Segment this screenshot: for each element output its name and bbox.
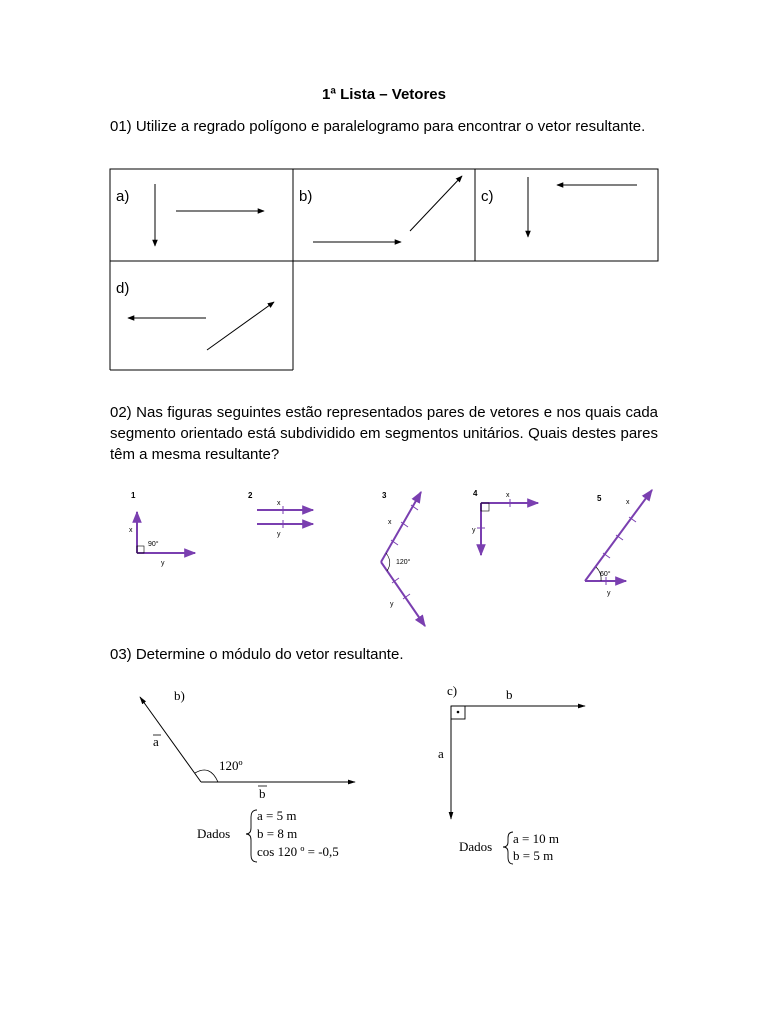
question-1-text: 01) Utilize a regrado polígono e paralelogramo para encontrar o vetor resultante.	[110, 118, 646, 135]
figure-3b-vector-a: a	[153, 734, 159, 749]
figure-4-x: x	[506, 492, 510, 499]
figure-5-x: x	[626, 499, 630, 506]
figure-3b	[140, 688, 355, 862]
figure-4-number: 4	[473, 489, 478, 498]
dados-b-line-2: b = 8 m	[257, 826, 298, 841]
figure-1-x: x	[129, 527, 133, 534]
figure-3b-label: b)	[174, 688, 185, 703]
figure-3b-vector-b: b	[259, 786, 266, 801]
figure-1-number: 1	[131, 491, 136, 500]
figure-3c-vector-a: a	[438, 746, 444, 761]
figure-3b-angle: 120º	[219, 758, 243, 773]
figure-4-y: y	[472, 527, 476, 534]
cell-d-label: d)	[116, 280, 130, 297]
figure-3c-label: c)	[447, 683, 458, 698]
dados-b-line-1: a = 5 m	[257, 808, 297, 823]
figure-3-number: 3	[382, 491, 387, 500]
figure-2-number: 2	[248, 491, 253, 500]
figure-3c-vector-b: b	[506, 687, 513, 702]
dados-c-label: Dados	[459, 839, 493, 854]
figure-2-x: x	[277, 500, 281, 507]
figure-2-y: y	[277, 531, 281, 538]
dados-b-line-3: cos 120 º = -0,5	[257, 844, 339, 859]
figure-1-y: y	[161, 560, 165, 567]
figure-1-angle: 90°	[148, 541, 159, 548]
question-2-text: 02) Nas figuras seguintes estão representados pares de vetores e nos quais cada segmento orientado está subdividido em segmentos unitários. Quais destes pares têm a mesma resultante?	[110, 404, 658, 463]
figure-3-x: x	[388, 519, 392, 526]
cell-b-label: b)	[299, 188, 313, 205]
cell-c-label: c)	[481, 188, 494, 205]
cell-a-label: a)	[116, 188, 130, 205]
figure-3c	[438, 683, 585, 864]
figure-5-number: 5	[597, 494, 602, 503]
figure-3-y: y	[390, 601, 394, 608]
dados-b-label: Dados	[197, 826, 231, 841]
figure-5-angle: 60°	[600, 571, 611, 578]
page-title: 1ª Lista – Vetores	[322, 86, 446, 103]
dados-c-line-1: a = 10 m	[513, 831, 559, 846]
figure-5-y: y	[607, 590, 611, 597]
question-3-text: 03) Determine o módulo do vetor resultante.	[110, 646, 404, 663]
dados-c-line-2: b = 5 m	[513, 848, 554, 863]
figure-3-angle: 120°	[396, 559, 411, 566]
